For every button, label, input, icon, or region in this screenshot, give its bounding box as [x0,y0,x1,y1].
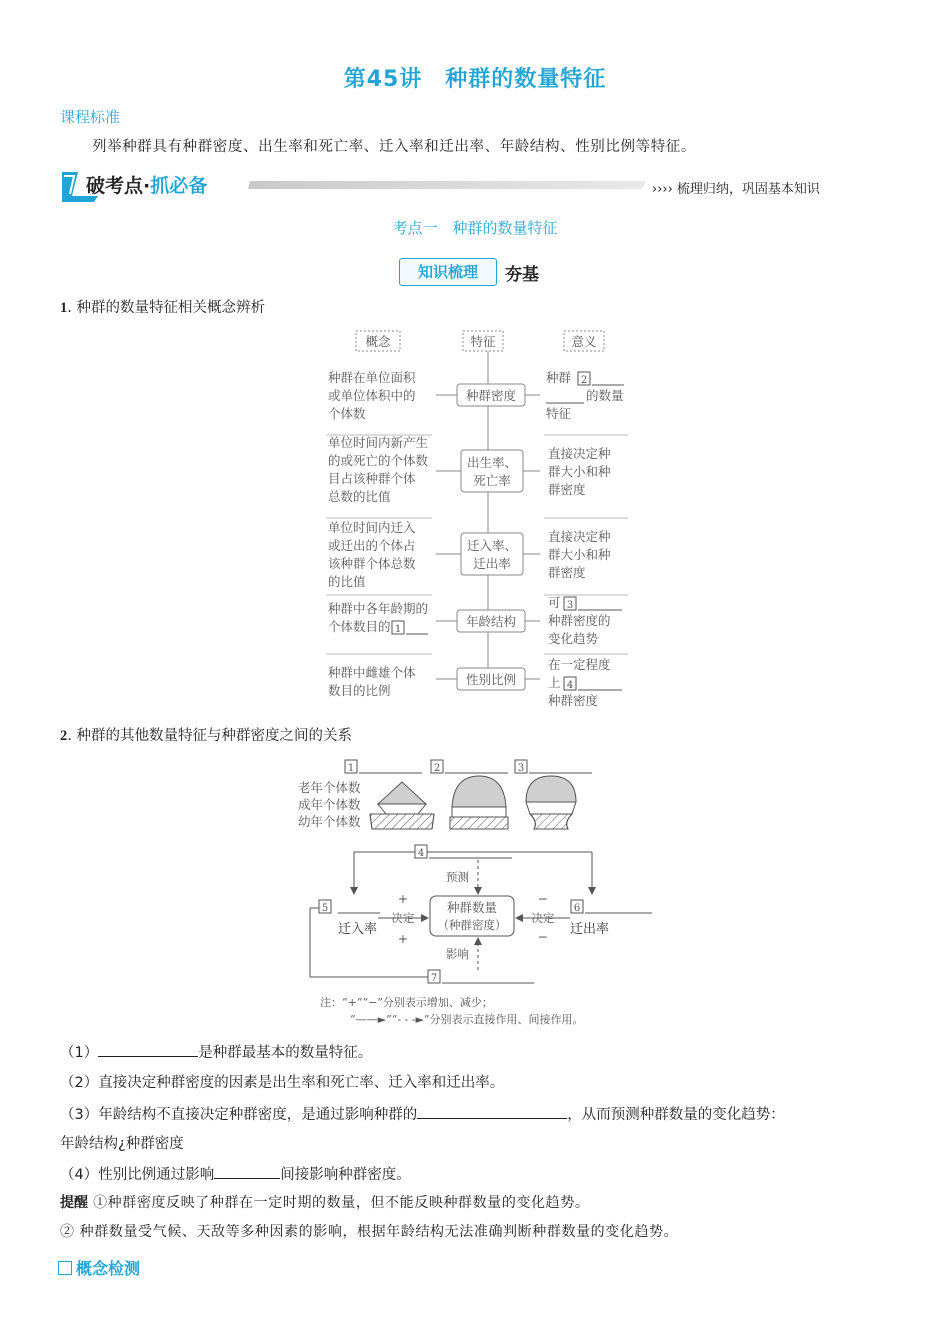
feature-birth-death: 出生率、 [466,455,518,470]
banner-subtitle: ›››› 梳理归纳，巩固基本知识 [652,182,820,197]
question-1-prefix: （1） [60,1045,99,1061]
num-2: 2 [433,763,441,774]
num-6: 6 [573,903,581,914]
concept-1-line: 个体数 [328,406,366,421]
meaning-2-line: 群大小和种 [548,464,611,479]
header-concept: 概念 [365,334,391,349]
section-2-heading [60,724,352,745]
decide-right: 决定 [531,911,555,925]
tip-2: ② 种群数量受气候、天敌等多种因素的影响，根据年龄结构无法准确判断种群数量的变化趋势。 [60,1224,679,1240]
question-4-prefix: （4） [60,1167,99,1183]
tip-1 [60,1192,589,1212]
meaning-5-line: 在一定程度 [548,657,611,672]
tip-1-text: ①种群密度反映了种群在一定时期的数量，但不能反映种群数量的变化趋势。 [93,1195,590,1211]
minus-top: − [537,891,549,906]
course-standard-text: 列举种群具有种群密度、出生率和死亡率、迁入率和迁出率、年龄结构、性别比例等特征。 [92,139,696,155]
meaning-4-line: 种群密度的 [548,613,611,628]
answer-blank-4[interactable] [214,1162,280,1179]
feature-sex-ratio: 性别比例 [465,672,517,687]
question-2-prefix: （2） [60,1075,99,1091]
question-3-text-before: 年龄结构不直接决定种群密度，是通过影响种群的 [98,1107,418,1123]
num-4: 4 [417,848,425,859]
question-4-text-before: 性别比例通过影响 [98,1167,215,1183]
section-1-title: . 种群的数量特征相关概念辨析 [67,300,265,316]
question-1 [60,1040,372,1062]
age-label-young: 幼年个体数 [298,814,361,829]
header-feature: 特征 [470,334,496,349]
num-7: 7 [430,973,438,984]
course-standard-label: 课程标准 [60,108,121,126]
question-2 [60,1071,504,1092]
tip-label: 提醒 [60,1195,88,1211]
concept-4-line: 种群中各年龄期的 [328,601,429,616]
question-4 [60,1162,411,1184]
age-label-adult: 成年个体数 [298,797,361,812]
concept-4-line: 个体数目的 [328,619,391,634]
meaning-2-line: 群密度 [548,482,586,497]
feature-density: 种群密度 [465,388,517,403]
question-1-text: 是种群最基本的数量特征。 [198,1045,373,1061]
topic-heading: 考点一 种群的数量特征 [392,219,558,237]
concept-check-label: 概念检测 [76,1259,141,1278]
age-label-old: 老年个体数 [298,780,361,795]
concept-1-line: 种群在单位面积 [328,370,416,385]
predict-label: 预测 [446,870,469,884]
section-1-heading [60,296,265,317]
section-2-title: . 种群的其他数量特征与种群密度之间的关系 [67,728,352,744]
meaning-4-line: 变化趋势 [548,631,599,646]
concept-2-line: 总数的比值 [328,489,391,504]
concept-3-line: 或迁出的个体占 [328,538,416,553]
immigration-rate: 迁入率 [338,922,378,937]
blank-num-3: 3 [566,600,574,611]
question-3-text-after: ，从而预测种群数量的变化趋势： [567,1107,785,1123]
meaning-1-line: 特征 [546,406,572,421]
meaning-3-line: 直接决定种 [548,529,611,544]
concept-5-line: 种群中雌雄个体 [328,665,416,680]
page-title: 第45讲 种群的数量特征 [343,67,607,92]
meaning-5-line: 上 [548,675,561,690]
feature-migration: 迁入率、 [466,538,518,553]
plus-top: + [397,891,409,906]
concept-3-line: 该种群个体总数 [328,556,416,571]
banner-title-part1: 破考点· [86,175,151,197]
num-5: 5 [321,903,329,914]
section-1-number: 1 [60,300,68,316]
header-meaning: 意义 [571,334,597,349]
feature-age-structure: 年龄结构 [465,614,517,629]
emigration-rate: 迁出率 [570,922,610,937]
concept-2-line: 目占该种群个体 [328,471,416,486]
decide-left: 决定 [391,911,415,925]
concept-1-line: 或单位体积中的 [328,388,416,403]
meaning-4-line: 可 [548,595,561,610]
minus-bottom: − [537,929,549,944]
question-4-text-after: 间接影响种群密度。 [280,1167,411,1183]
concept-3-line: 的比值 [328,574,366,589]
meaning-2-line: 直接决定种 [548,446,611,461]
question-3 [60,1102,785,1124]
section-2-number: 2 [60,728,68,744]
question-2-text: 直接决定种群密度的因素是出生率和死亡率、迁入率和迁出率。 [98,1075,505,1091]
blank-num-1: 1 [394,624,402,635]
center-line-2: （种群密度） [437,918,507,932]
answer-blank-3[interactable] [417,1102,567,1119]
concept-2-line: 单位时间内新产生 [328,435,429,450]
concept-diagram [320,325,640,715]
concept-5-line: 数目的比例 [328,683,391,698]
meaning-5-line: 种群密度 [548,693,599,708]
blank-num-2: 2 [580,375,588,386]
banner-title-part2: 抓必备 [150,175,208,197]
concept-check-heading [58,1256,140,1279]
meaning-3-line: 群大小和种 [548,547,611,562]
concept-2-line: 的或死亡的个体数 [328,453,429,468]
question-3-prefix: （3） [60,1107,99,1123]
meaning-3-line: 群密度 [548,565,586,580]
checkbox-icon [58,1261,72,1275]
knowledge-badge-tail: 夯基 [505,265,539,285]
meaning-1-line: 的数量 [586,388,624,403]
influence-label: 影响 [446,947,469,961]
num-3: 3 [517,763,525,774]
question-3-line-2: 年龄结构¿种群密度 [60,1136,184,1152]
meaning-1-line: 种群 [546,370,572,385]
center-line-1: 种群数量 [446,900,498,915]
num-1: 1 [347,763,355,774]
knowledge-badge: 知识梳理 [399,258,497,286]
note-line-2: “——►”“- - -►”分别表示直接作用、间接作用。 [350,1013,584,1026]
feature-migration: 迁出率 [473,556,511,571]
answer-blank-1[interactable] [98,1040,198,1057]
note-line-1: 注：“+”“−”分别表示增加、减少； [320,996,493,1009]
banner-title [86,171,207,198]
plus-bottom: + [397,931,409,946]
feature-birth-death: 死亡率 [473,473,511,488]
concept-3-line: 单位时间内迁入 [328,520,416,535]
relation-diagram [290,752,670,1032]
blank-num-4: 4 [566,680,574,691]
